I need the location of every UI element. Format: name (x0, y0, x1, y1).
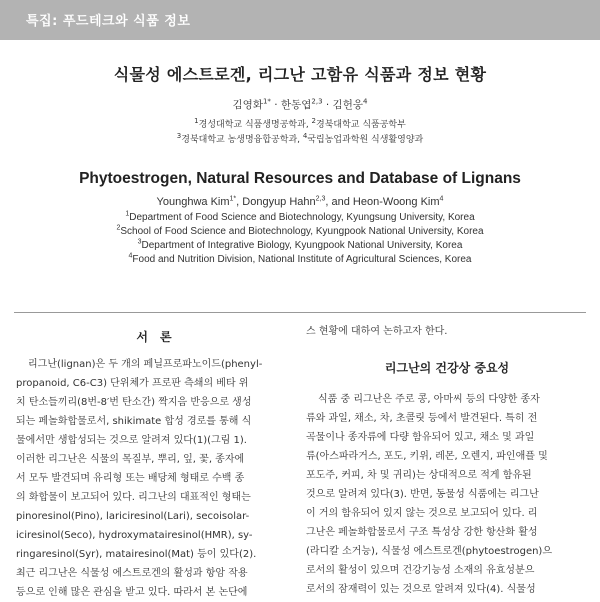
paragraph-line: 포도주, 커피, 차 및 귀리)는 상대적으로 적게 함유된 (306, 470, 532, 481)
author-name: 김영화 (232, 99, 263, 111)
author-separator: · (322, 99, 333, 111)
section-label: 특집: 푸드테크와 식품 정보 (26, 14, 191, 29)
paragraph-line: 의 화합물이 보고되어 있다. 리그난의 대표적인 형태는 (16, 492, 251, 503)
paragraph-line: 곡물이나 종자류에 다량 함유되어 있고, 채소 및 과일 (306, 432, 535, 443)
author-affiliation-mark: 2,3 (315, 195, 326, 203)
korean-affiliation-line: $^3$경북대학교 농생명융합공학과, $^4$국립농업과학원 식생활영양과 (176, 132, 424, 145)
paragraph-line: 식품 중 리그난은 주로 콩, 아마씨 등의 다양한 종자 (318, 394, 540, 405)
korean-affiliations (0, 118, 600, 148)
header-divider (14, 312, 586, 313)
author-affiliation-mark: 2,3 (311, 97, 323, 106)
section-banner (0, 0, 600, 40)
paragraph-line: 스 현황에 대하여 논하고자 한다. (306, 326, 448, 337)
english-affiliation-line: $^2$School of Food Science and Biotechnology, Kyungpook National University, Korea (116, 224, 484, 237)
author-separator: · (270, 99, 281, 111)
english-authors (0, 196, 600, 208)
paragraph-line: 로서의 활성이 있으며 건강기능성 소재의 유효성분으 (306, 565, 535, 576)
author-name: 한동엽 (280, 99, 312, 111)
author-affiliation-mark: 4 (439, 195, 444, 203)
paragraph-line: 되는 페놀화합물로서, shikimate 합성 경로를 통해 식 (16, 416, 252, 427)
paragraph-line: 류(아스파라거스, 포도, 키위, 레몬, 오렌지, 파인애플 및 (306, 451, 548, 462)
author-separator: , (236, 196, 243, 208)
author-separator: , and (325, 196, 353, 208)
korean-affiliation-line: $^1$경성대학교 식품생명공학과, $^2$경북대학교 식품공학부 (194, 117, 406, 130)
english-title: Phytoestrogen, Natural Resources and Database of Lignans (79, 170, 521, 187)
paragraph-line: propanoid, C6-C3) 단위체가 프로판 측쇄의 베타 위 (16, 378, 249, 389)
paragraph-line: 물에서만 생합성되는 것으로 알려져 있다(1)(그림 1). (16, 435, 247, 446)
english-affiliation-line: $^1$Department of Food Science and Biotechnology, Kyungsung University, Korea (125, 210, 475, 223)
paragraph-line: 리그난(lignan)은 두 개의 페닐프로파노이드(phenyl- (28, 359, 263, 370)
english-affiliations (0, 211, 600, 267)
korean-title: 식물성 에스트로겐, 리그난 고함유 식품과 정보 현황 (113, 65, 487, 84)
author-name: Dongyup Hahn (242, 196, 316, 208)
paragraph-line: 이 거의 함유되어 있지 않는 것으로 보고되어 있다. 리 (306, 508, 538, 519)
paragraph-line: 그난은 페놀화합물로서 구조 특성상 강한 항산화 활성 (306, 527, 538, 538)
section-heading-health: 리그난의 건강상 중요성 (384, 361, 510, 375)
paragraph-line: 이러한 리그난은 식물의 목질부, 뿌리, 잎, 꽃, 종자에 (16, 454, 245, 465)
paragraph-line: 서 모두 발견되며 유리형 또는 배당체 형태로 수백 종 (16, 473, 245, 484)
korean-authors (0, 97, 600, 112)
right-column (306, 322, 588, 599)
paragraph-line: 것으로 알려져 있다(3). 반면, 동물성 식품에는 리그난 (306, 489, 539, 500)
left-column-text (16, 355, 292, 602)
paragraph-line: 로서의 잠재력이 있는 것으로 알려져 있다(4). 식물성 (306, 584, 536, 595)
left-column (16, 322, 292, 602)
english-affiliation-line: $^3$Department of Integrative Biology, Kyungpook National University, Korea (137, 238, 463, 251)
paragraph-line: 치 탄소들끼리(8번-8′번 탄소간) 짝지음 반응으로 생성 (16, 397, 252, 408)
paragraph-line: ringaresinol(Syr), matairesinol(Mat) 등이 있다(2). (16, 549, 257, 560)
paragraph-line: (라디칼 소거능), 식물성 에스트로겐(phytoestrogen)으 (306, 546, 552, 557)
author-name: Heon-Woong Kim (352, 196, 440, 208)
paragraph-line: pinoresinol(Pino), lariciresinol(Lari), secoisolar- (16, 511, 250, 522)
right-column-text (306, 390, 588, 599)
author-affiliation-mark: 4 (362, 97, 368, 106)
paragraph-line: 류와 과일, 채소, 차, 초콜릿 등에서 발견된다. 특히 전 (306, 413, 538, 424)
english-affiliation-line: $^4$Food and Nutrition Division, National Institute of Agricultural Sciences, Korea (128, 252, 472, 265)
author-name: 김헌웅 (332, 99, 363, 111)
author-name: Younghwa Kim (156, 196, 230, 208)
title-block (0, 52, 600, 267)
author-affiliation-mark: 1* (229, 195, 237, 203)
paragraph-line: 최근 리그난은 식물성 에스트로겐의 활성과 항암 작용 (16, 568, 248, 579)
section-heading-introduction: 서론 (136, 330, 184, 344)
author-affiliation-mark: 1* (262, 97, 271, 106)
paragraph-line: iciresinol(Seco), hydroxymatairesinol(HMR), sy- (16, 530, 253, 541)
paragraph-line: 등으로 인해 많은 관심을 받고 있다. 따라서 본 논단에 (16, 587, 248, 598)
